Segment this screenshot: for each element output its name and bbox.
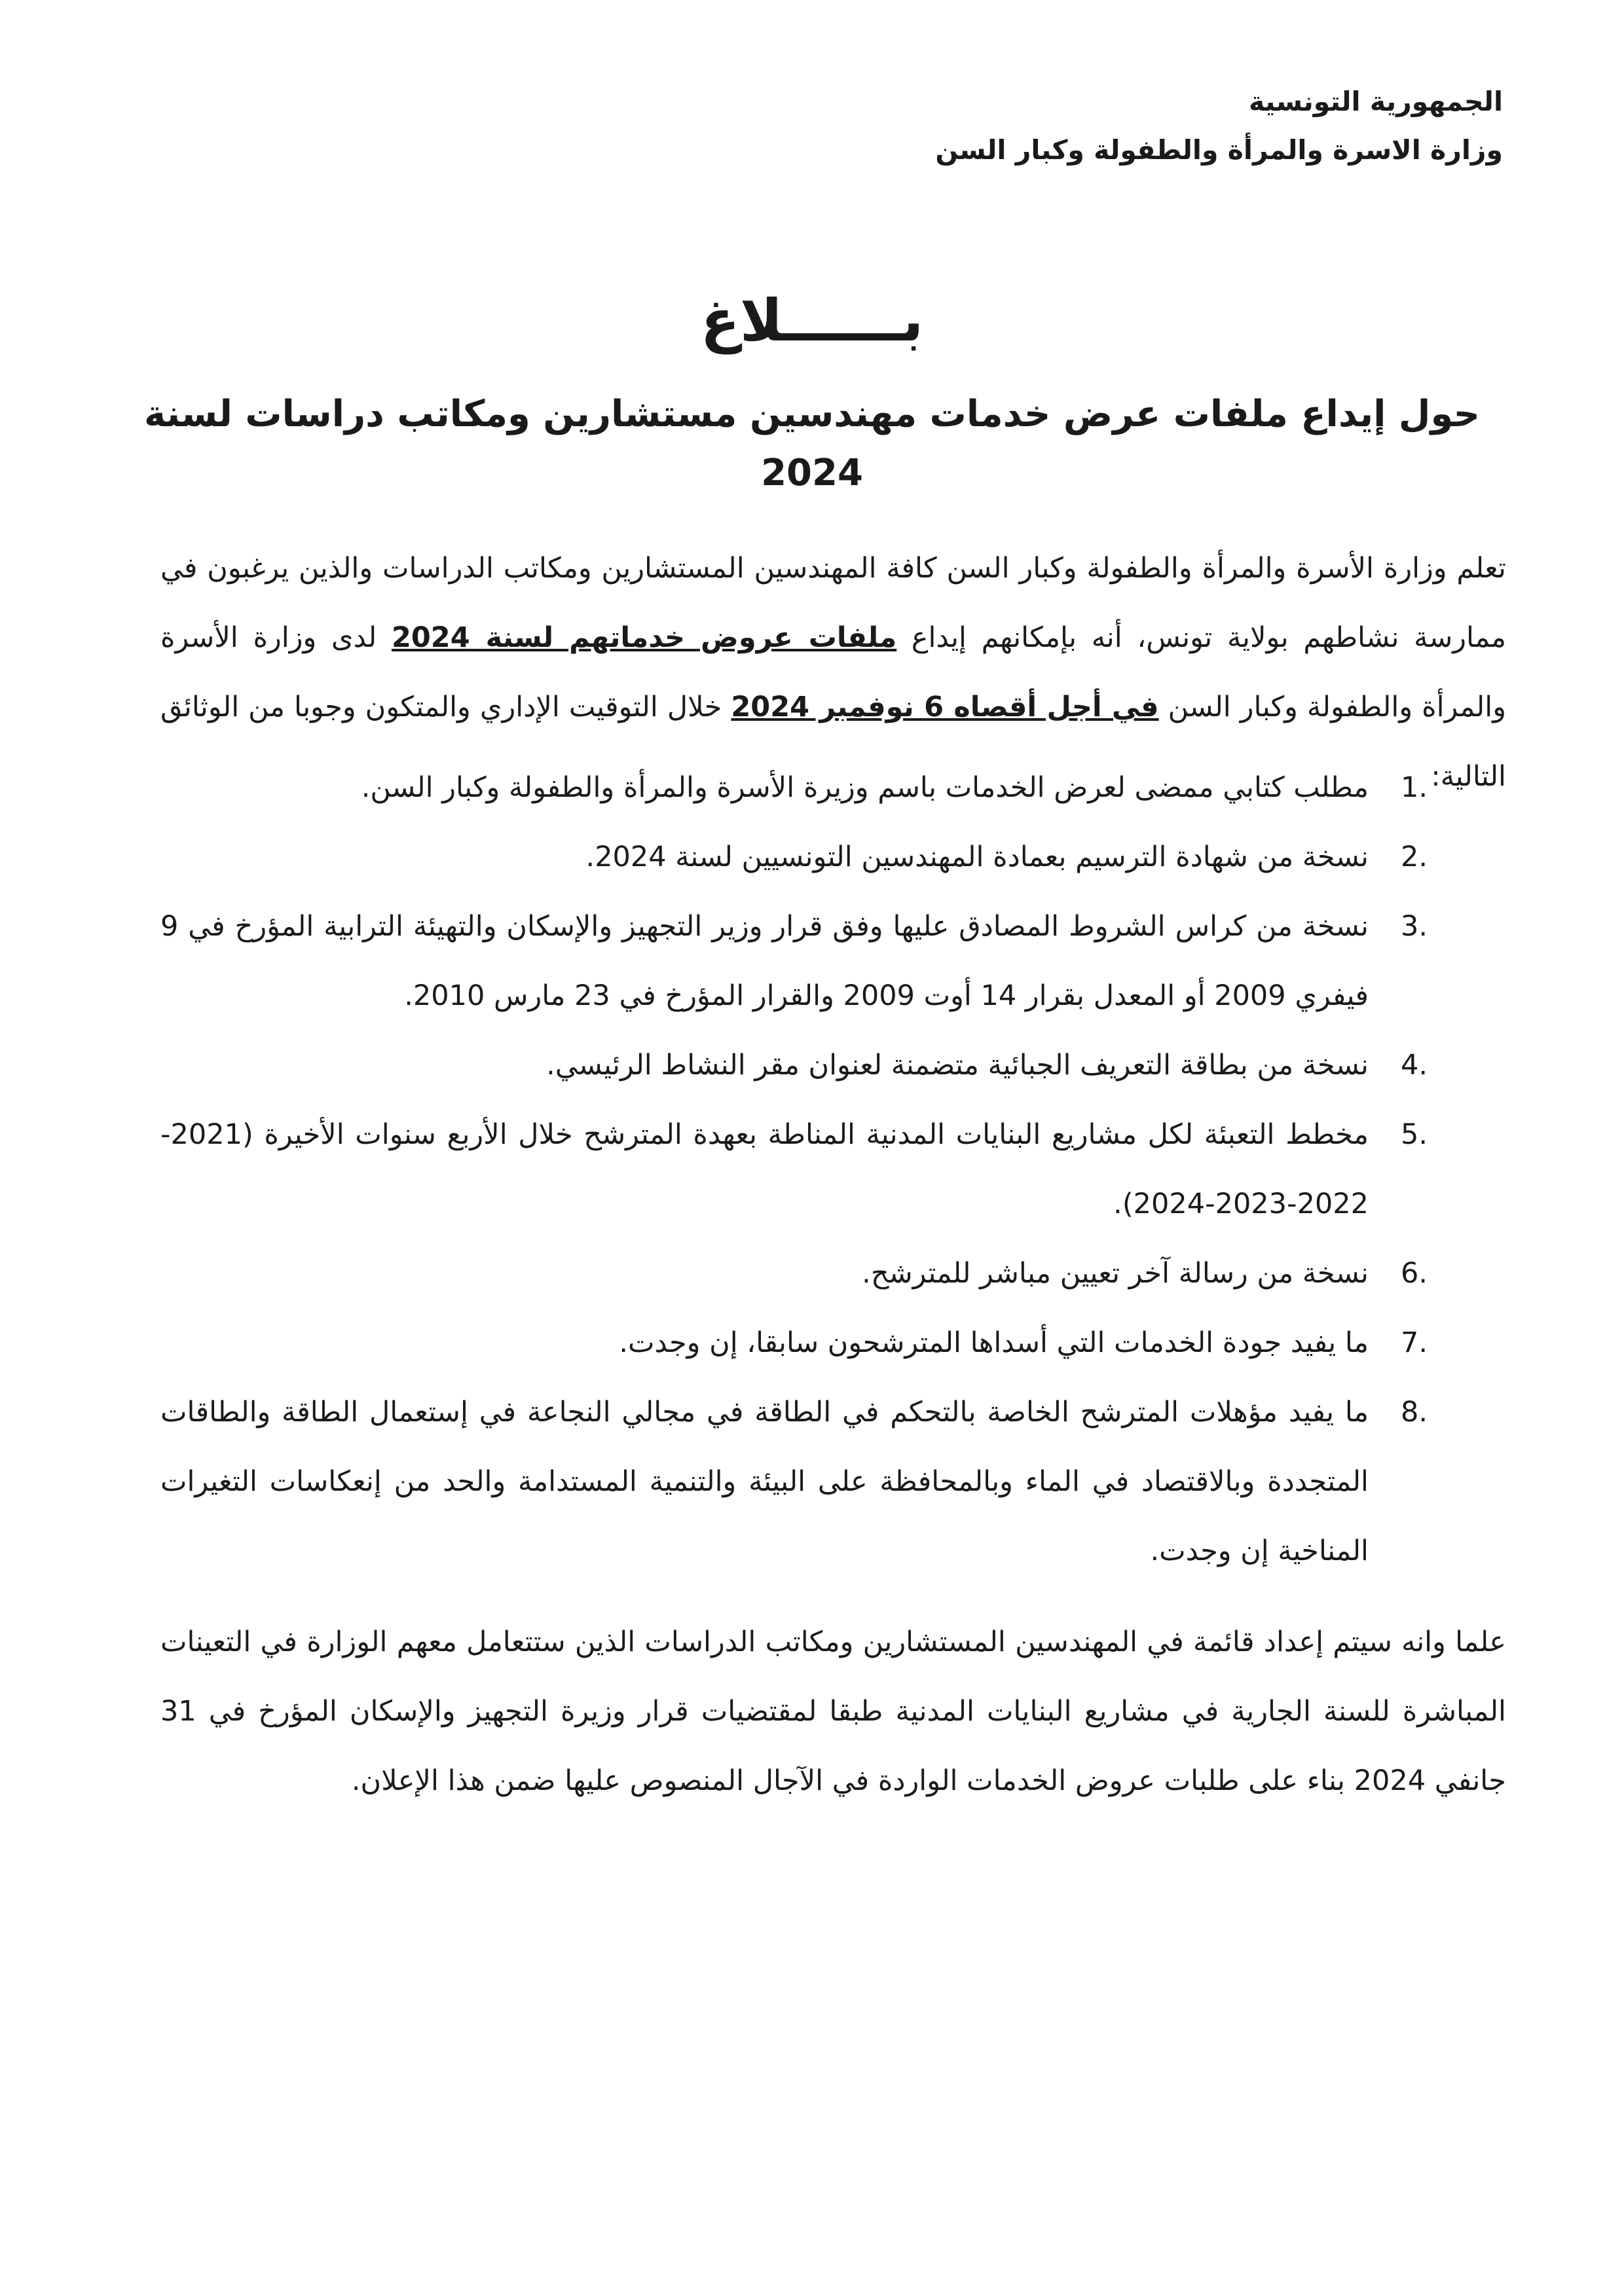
intro-emphasis-deadline: في أجل أقصاه 6 نوفمبر 2024 (731, 691, 1159, 723)
intro-text-2: لدى وزارة الأسرة والمرأة والطفولة وكبار السن (160, 621, 1506, 723)
notice-subtitle: حول إيداع ملفات عرض خدمات مهندسين مستشارين ومكاتب دراسات لسنة 2024 (144, 393, 1480, 494)
list-item-text: مطلب كتابي ممضى لعرض الخدمات باسم وزيرة الأسرة والمرأة والطفولة وكبار السن. (361, 771, 1369, 804)
required-documents-list (160, 753, 1506, 1586)
list-item-text: نسخة من كراس الشروط المصادق عليها وفق قرار وزير التجهيز والإسكان والتهيئة الترابية المؤرخ في 9 فيفري 2009 أو المعدل بقرار 14 أوت 2009 والقرار المؤرخ في 23 مارس 2010. (160, 910, 1369, 1012)
republic-name: الجمهورية التونسية (1249, 86, 1503, 117)
list-item-number: 6. (1400, 1257, 1428, 1290)
list-item-number: 5. (1400, 1118, 1428, 1151)
ministry-name: وزارة الاسرة والمرأة والطفولة وكبار السن (935, 134, 1503, 166)
list-item-number: 7. (1400, 1326, 1428, 1359)
list-item-number: 3. (1400, 910, 1428, 943)
list-item-text: ما يفيد مؤهلات المترشح الخاصة بالتحكم في الطاقة في مجالي النجاعة في إستعمال الطاقة والطاقات المتجددة وبالاقتصاد في الماء وبالمحافظة على البيئة والتنمية المستدامة والحد من إنعكاسات التغيرات المناخية إن وجدت. (160, 1396, 1369, 1567)
list-item-text: نسخة من رسالة آخر تعيين مباشر للمترشح. (862, 1257, 1369, 1290)
list-item-number: 8. (1400, 1396, 1428, 1429)
closing-paragraph: علما وانه سيتم إعداد قائمة في المهندسين المستشارين ومكاتب الدراسات الذين ستتعامل معهم الوزارة في التعينات المباشرة للسنة الجارية في مشاريع البنايات المدنية طبقا لمقتضيات قرار وزيرة التجهيز والإسكان المؤرخ في 31 جانفي 2024 بناء على طلبات عروض الخدمات الواردة في الآجال المنصوص عليها ضمن هذا الإعلان. (160, 1626, 1506, 1797)
list-item-number: 2. (1400, 841, 1428, 873)
list-item (160, 1377, 1506, 1586)
list-item (160, 1030, 1506, 1100)
list-item (160, 822, 1506, 892)
list-item-number: 1. (1400, 771, 1428, 804)
intro-emphasis-files: ملفات عروض خدماتهم لسنة 2024 (391, 621, 897, 654)
intro-text-1: تعلم وزارة الأسرة والمرأة والطفولة وكبار السن كافة المهندسين المستشارين ومكاتب الدراسات والذين يرغبون في ممارسة نشاطهم بولاية تونس، أنه بإمكانهم إيداع (160, 552, 1507, 654)
list-item (160, 1100, 1506, 1239)
intro-text-3: خلال التوقيت الإداري والمتكون وجوبا من الوثائق التالية: (160, 691, 1506, 793)
list-item-number: 4. (1400, 1049, 1428, 1082)
list-item-text: مخطط التعبئة لكل مشاريع البنايات المدنية المناطة بعهدة المترشح خلال الأربع سنوات الأخيرة (2021-2022-2023-2024). (160, 1118, 1369, 1220)
list-item (160, 892, 1506, 1030)
list-item-text: ما يفيد جودة الخدمات التي أسداها المترشحون سابقا، إن وجدت. (619, 1326, 1369, 1359)
list-item (160, 1239, 1506, 1308)
notice-title: بــــــلاغ (700, 287, 924, 354)
letterhead (913, 77, 1503, 174)
list-item-text: نسخة من شهادة الترسيم بعمادة المهندسين التونسيين لسنة 2024. (585, 841, 1369, 873)
list-item (160, 753, 1506, 822)
list-item (160, 1308, 1506, 1377)
list-item-text: نسخة من بطاقة التعريف الجبائية متضمنة لعنوان مقر النشاط الرئيسي. (546, 1049, 1369, 1082)
